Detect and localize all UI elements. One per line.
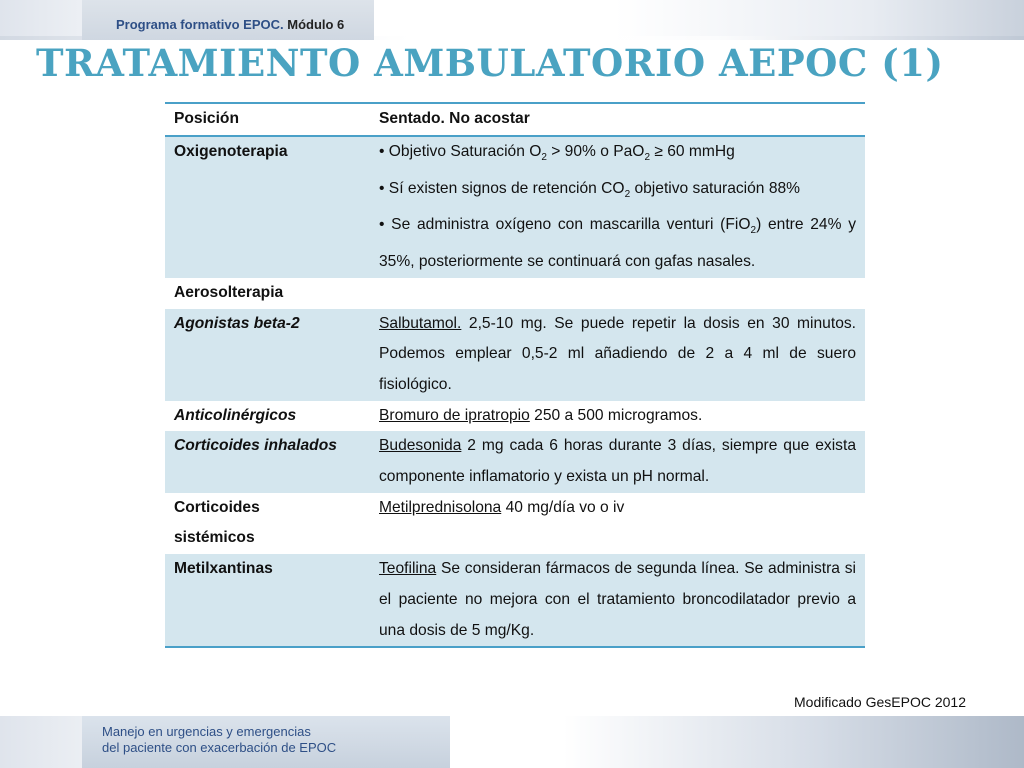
table-row: [165, 431, 865, 492]
row-label: Oxigenoterapia: [165, 136, 370, 278]
row-label: Corticoides sistémicos: [165, 493, 370, 554]
row-value: Bromuro de ipratropio 250 a 500 microgramos.: [370, 401, 865, 432]
drug-name: Metilprednisolona: [379, 498, 502, 516]
row-value: [370, 136, 865, 278]
row-value: [370, 278, 865, 309]
row-value: Budesonida 2 mg cada 6 horas durante 3 días, siempre que exista componente inflamatorio y exista un pH normal.: [370, 431, 865, 492]
footer-line-1: Manejo en urgencias y emergencias: [102, 724, 311, 739]
row-label: Metilxantinas: [165, 554, 370, 647]
row-value: Salbutamol. 2,5-10 mg. Se puede repetir la dosis en 30 minutos. Podemos emplear 0,5-2 ml añadiendo de 2 a 4 ml de suero fisiológico.: [370, 309, 865, 401]
oxygen-bullet-2: • Sí existen signos de retención $CO_2$ objetivo saturación 88%: [379, 179, 801, 200]
module-label: Módulo 6: [287, 17, 345, 32]
table-row: [165, 493, 865, 554]
oxygen-bullet-1: • Objetivo Saturación $O_2 > 90\%$ o PaO$_2$ ≥ 60 mmHg: [379, 142, 735, 163]
source-note: Modificado GesEPOC 2012: [794, 694, 966, 710]
row-value: Teofilina Se consideran fármacos de segunda línea. Se administra si el paciente no mejora con el tratamiento broncodilatador previo a una dosis de 5 mg/Kg.: [370, 554, 865, 647]
row-label: Anticolinérgicos: [165, 401, 370, 432]
table-row: [165, 401, 865, 432]
row-label: Corticoides inhalados: [165, 431, 370, 492]
footer-caption: [82, 716, 450, 768]
program-header: [82, 0, 374, 40]
drug-name: Teofilina: [379, 560, 437, 578]
treatment-table: [165, 102, 865, 648]
table-row: [165, 136, 865, 278]
oxygen-bullet-3: • Se administra oxígeno con mascarilla venturi (FiO$_2$) entre 24% y 35%, posteriormente se continuará con gafas nasales.: [379, 216, 856, 271]
program-name: Programa formativo EPOC.: [116, 17, 284, 32]
table-row: [165, 554, 865, 647]
row-value: Sentado. No acostar: [370, 103, 865, 136]
row-label: Posición: [165, 103, 370, 136]
table-row: [165, 278, 865, 309]
drug-name: Budesonida: [379, 437, 462, 455]
table-row: [165, 309, 865, 401]
footer-line-2: del paciente con exacerbación de EPOC: [102, 740, 337, 755]
row-label: Agonistas beta-2: [165, 309, 370, 401]
row-value: Metilprednisolona 40 mg/día vo o iv: [370, 493, 865, 554]
drug-name: Bromuro de ipratropio: [379, 406, 530, 424]
table-row: [165, 103, 865, 136]
row-label: Aerosolterapia: [165, 278, 370, 309]
slide-title: TRATAMIENTO AMBULATORIO AEPOC (1): [36, 41, 944, 85]
drug-name: Salbutamol.: [379, 314, 462, 332]
